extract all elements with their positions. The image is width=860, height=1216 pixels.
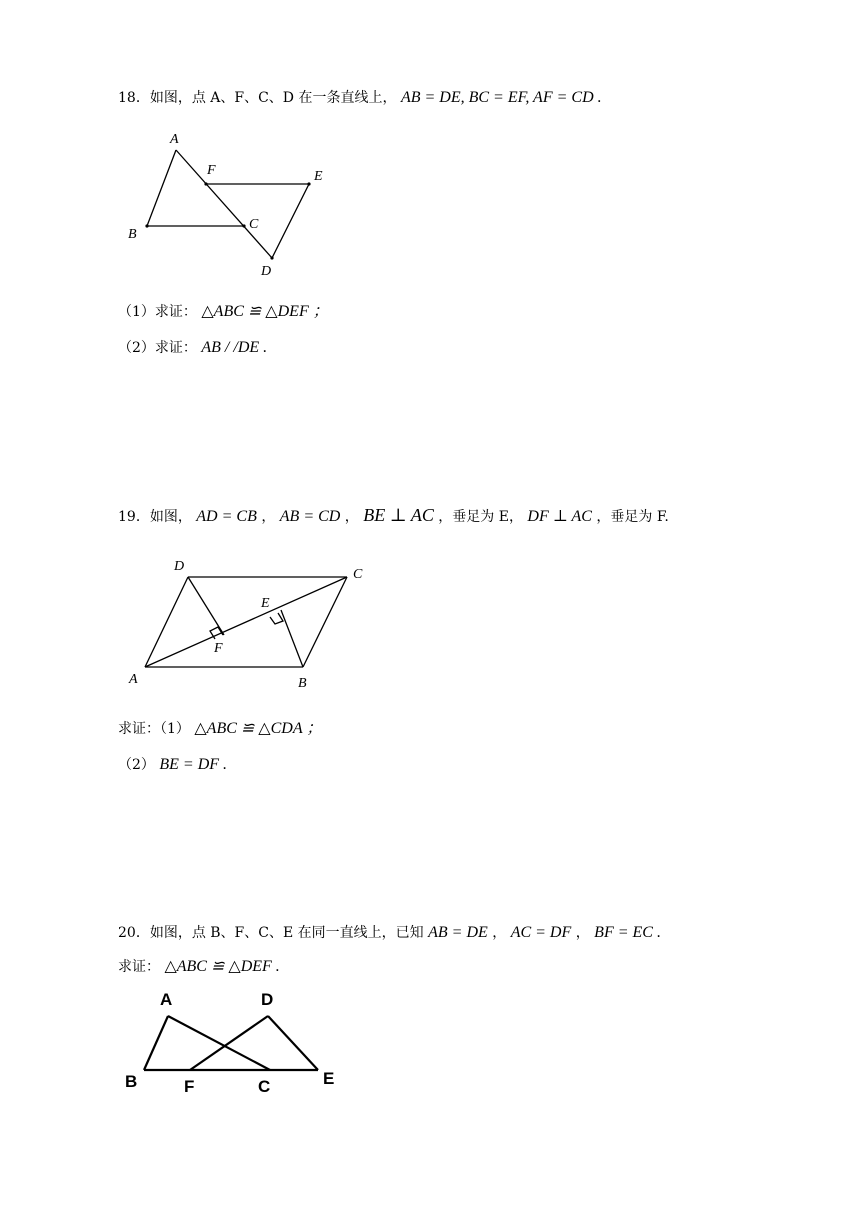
- q20-sep1: ，: [492, 925, 507, 941]
- q18-label-D: D: [261, 264, 272, 279]
- q20-cond2: AC = DF: [510, 924, 572, 941]
- q18-part2-math: AB / /DE .: [201, 339, 268, 356]
- q18-label-A: A: [170, 132, 179, 147]
- q20-label-A: A: [160, 990, 173, 1009]
- q19-part2-prefix: （2）: [118, 757, 155, 773]
- q19-cond3-suffix: ，垂足为 E，: [438, 509, 523, 525]
- q19-cond1: AD = CB: [196, 508, 257, 525]
- q19-prefix: 19．如图，: [118, 509, 192, 525]
- q19-cond2: AB = CD: [279, 508, 341, 525]
- q20-prove-math: △ABC ≌ △DEF .: [164, 958, 280, 975]
- q18-label-F: F: [207, 163, 216, 178]
- q20-label-E: E: [323, 1069, 335, 1088]
- q18-part1-prefix: （1）求证：: [118, 304, 197, 320]
- q19-cond3: BE ⊥ AC: [363, 505, 434, 525]
- q19-label-E: E: [261, 596, 270, 611]
- q19-sep1: ，: [261, 509, 276, 525]
- q20-label-F: F: [184, 1077, 195, 1096]
- q19-sep2: ，: [344, 509, 359, 525]
- q18-label-E: E: [314, 169, 323, 184]
- q18-condition: AB = DE, BC = EF, AF = CD .: [400, 89, 602, 106]
- q20-prove-prefix: 求证：: [118, 959, 160, 975]
- q20-prefix: 20．如图，点 B、F、C、E 在同一直线上，已知: [118, 925, 424, 941]
- q20-label-D: D: [261, 990, 274, 1009]
- q20-cond1: AB = DE: [428, 924, 488, 941]
- q19-part1-math: △ABC ≌ △CDA ；: [194, 720, 323, 737]
- q19-label-B: B: [298, 676, 307, 691]
- q19-part2-math: BE = DF .: [159, 756, 228, 773]
- q19-label-A: A: [129, 672, 138, 687]
- q20-cond3: BF = EC .: [594, 924, 661, 941]
- q19-cond4: DF ⊥ AC: [527, 508, 592, 525]
- q19-cond4-suffix: ，垂足为 F.: [596, 509, 669, 525]
- q19-label-D: D: [174, 559, 185, 574]
- q18-part1-math: △ABC ≌ △DEF ；: [201, 303, 329, 320]
- q20-label-B: B: [125, 1072, 138, 1091]
- q19-label-C: C: [353, 567, 363, 582]
- q18-part2-prefix: （2）求证：: [118, 340, 197, 356]
- q19-part1-prefix: 求证：（1）: [118, 721, 190, 737]
- q18-prefix: 18．如图，点 A、F、C、D 在一条直线上，: [118, 90, 397, 106]
- q18-label-C: C: [249, 217, 259, 232]
- q19-label-F: F: [214, 641, 223, 656]
- q18-label-B: B: [128, 227, 137, 242]
- q20-label-C: C: [258, 1077, 271, 1096]
- q20-sep2: ，: [575, 925, 590, 941]
